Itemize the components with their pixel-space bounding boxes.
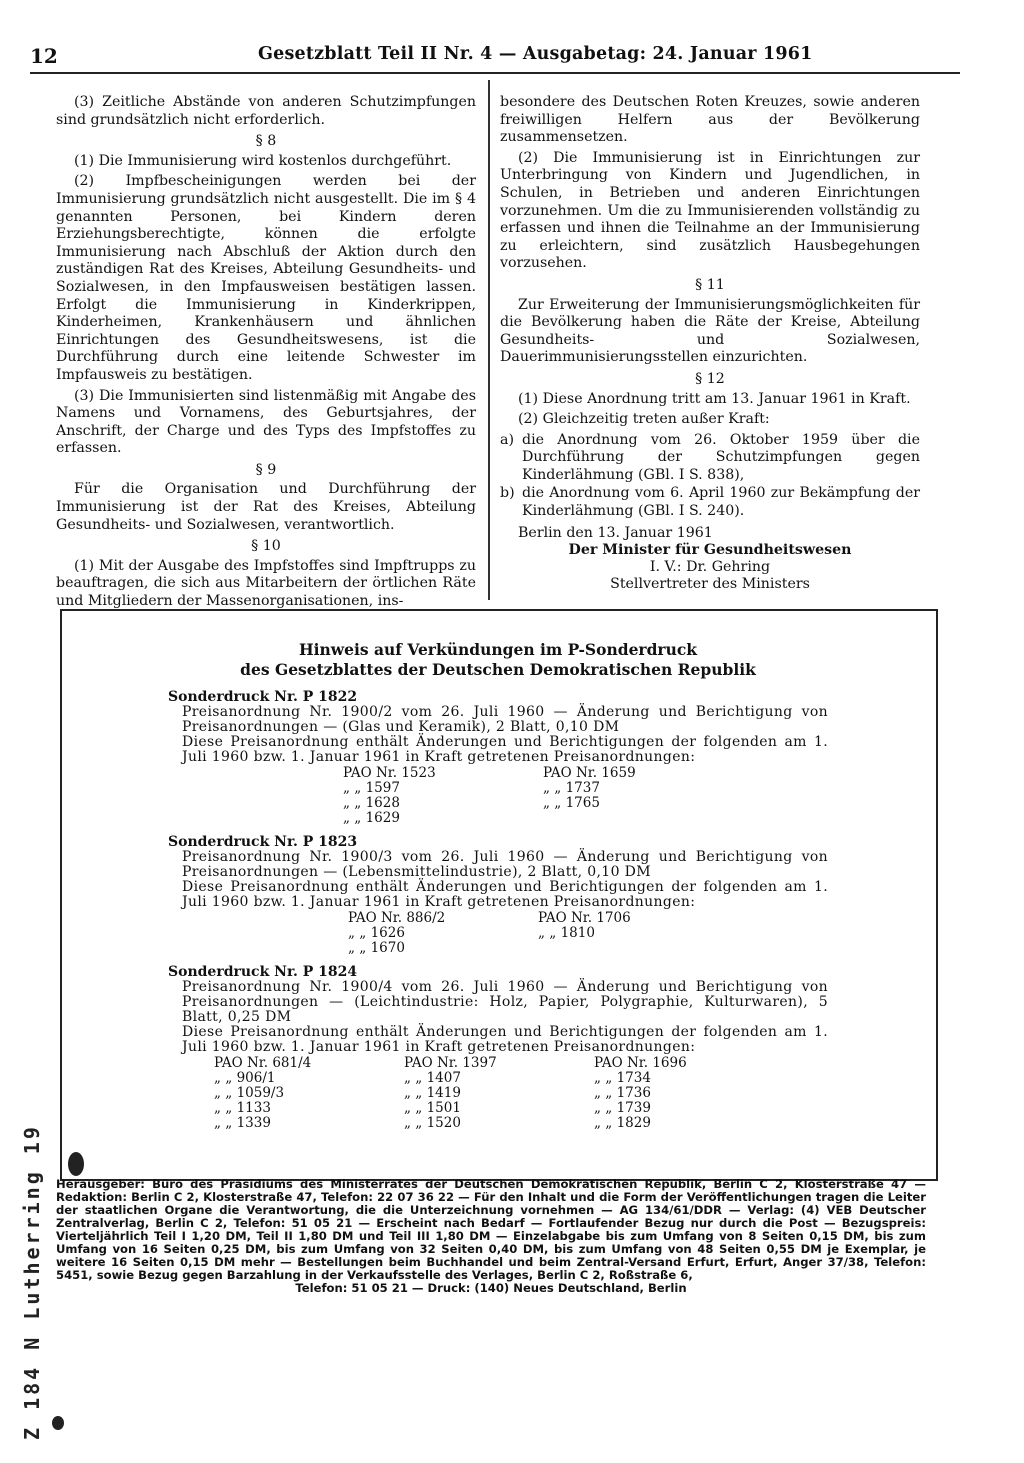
notice-title [168, 640, 828, 680]
header-rule [30, 72, 960, 74]
paragraph: Zur Erweiterung der Immunisierungsmöglichkeiten für die Bevölkerung haben die Räte der Kreise, Abteilung Gesundheits- und Sozialwesen, Dauerimmunisierungsstellen einzurichten. [500, 296, 920, 366]
entry-text: Preisanordnung Nr. 1900/4 vom 26. Juli 1960 — Änderung und Berichtigung von Preisanordnungen — (Leichtindustrie: Holz, Papier, Polygraphie, Kulturwaren), 5 Blatt, 0,25 DM [182, 979, 828, 1025]
deputy-signature: I. V.: Dr. Gehring [649, 558, 771, 575]
minister-title: Der Minister für Gesundheitswesen [568, 541, 852, 558]
pao-item: „ „ 1628 [343, 795, 400, 811]
pao-item: „ „ 1339 [214, 1115, 271, 1131]
pao-item: „ „ 1629 [343, 810, 400, 826]
pao-item: „ „ 1419 [404, 1085, 461, 1101]
entry-text: Diese Preisanordnung enthält Änderungen und Berichtigungen der folgenden am 1. Juli 1960 bzw. 1. Januar 1961 in Kraft getretenen Preisanordnungen: [182, 879, 828, 910]
deputy-title: Stellvertreter des Ministers [610, 575, 810, 592]
pao-item: PAO Nr. 1659 [543, 765, 636, 781]
paragraph: besondere des Deutschen Roten Kreuzes, sowie anderen freiwilligen Helfern aus der Bevölkerung zusammensetzen. [500, 94, 920, 146]
pao-item: „ „ 1597 [343, 780, 400, 796]
pao-item: „ „ 1407 [404, 1070, 461, 1086]
pao-list [168, 1056, 828, 1131]
paragraph: (3) Die Immunisierten sind listenmäßig mit Angabe des Namens und Vornamens, des Geburtsjahres, der Anschrift, der Charge und des Typs des Impfstoffes zu erfassen. [56, 387, 476, 457]
pao-item: „ „ 1736 [594, 1085, 651, 1101]
sonderdruck-entry [168, 965, 828, 1131]
list-text: die Anordnung vom 6. April 1960 zur Bekämpfung der Kinderlähmung (GBl. I S. 240). [522, 485, 920, 520]
entry-heading: Sonderdruck Nr. P 1822 [168, 689, 358, 705]
pao-item: „ „ 1501 [404, 1100, 461, 1116]
pao-item: „ „ 1670 [348, 940, 405, 956]
paragraph: (2) Gleichzeitig treten außer Kraft: [518, 411, 770, 428]
paragraph: (2) Die Immunisierung ist in Einrichtungen zur Unterbringung von Kindern und Jugendlichen, in Schulen, in Betrieben und anderen Einrichtungen vorzunehmen. Um die zu Immunisierenden vollständig zu erfassen und ihnen die Teilnahme an der Immunisierung zu erleichtern, sind zusätzlich Hausbegehungen vorzusehen. [500, 149, 920, 272]
imprint [56, 1178, 926, 1295]
pao-item: PAO Nr. 1397 [404, 1055, 497, 1071]
entry-heading: Sonderdruck Nr. P 1824 [168, 964, 358, 980]
list-item [500, 485, 920, 520]
pao-item: „ „ 1829 [594, 1115, 651, 1131]
running-title: Gesetzblatt Teil II Nr. 4 — Ausgabetag: 24. Januar 1961 [258, 44, 813, 64]
entry-text: Diese Preisanordnung enthält Änderungen und Berichtigungen der folgenden am 1. Juli 1960 bzw. 1. Januar 1961 in Kraft getretenen Preisanordnungen: [182, 734, 828, 765]
list-marker: b) [500, 485, 515, 502]
paragraph: (1) Diese Anordnung tritt am 13. Januar 1961 in Kraft. [518, 390, 911, 407]
place-date: Berlin den 13. Januar 1961 [518, 524, 713, 541]
entry-text: Preisanordnung Nr. 1900/3 vom 26. Juli 1960 — Änderung und Berichtigung von Preisanordnungen — (Lebensmittelindustrie), 2 Blatt, 0,10 DM [182, 849, 828, 880]
left-column [56, 94, 476, 614]
margin-stamp: Z 184 N Lutherring 19 [20, 1124, 44, 1440]
pao-item: PAO Nr. 886/2 [348, 910, 446, 926]
pao-item: „ „ 906/1 [214, 1070, 276, 1086]
pao-item: „ „ 1810 [538, 925, 595, 941]
signature-block [500, 525, 920, 593]
pao-item: PAO Nr. 681/4 [214, 1055, 312, 1071]
pao-item: „ „ 1133 [214, 1100, 271, 1116]
imprint-text: Herausgeber: Büro des Präsidiums des Ministerrates der Deutschen Demokratischen Republik, Berlin C 2, Klosterstraße 47 — Redaktion: Berlin C 2, Klosterstraße 47, Telefon: 22 07 36 22 — Für den Inhalt und die Form der Veröffentlichungen tragen die Leiter der staatlichen Organe die Verantwortung, die die Unterzeichnung vornehmen — AG 134/61/DDR — Verlag: (4) VEB Deutscher Zentralverlag, Berlin C 2, Telefon: 51 05 21 — Erscheint nach Bedarf — Fortlaufender Bezug nur durch die Post — Bezugspreis: Vierteljährlich Teil I 1,20 DM, Teil II 1,80 DM und Teil III 1,80 DM — Einzelabgabe bis zum Umfang von 8 Seiten 0,15 DM, bis zum Umfang von 16 Seiten 0,25 DM, bis zum Umfang von 32 Seiten 0,40 DM, bis zum Umfang von 48 Seiten 0,55 DM je Exemplar, je weitere 16 Seiten 0,15 DM mehr — Bestellungen beim Buchhandel und beim Zentral-Versand Erfurt, Erfurt, Anger 37/38, Telefon: 5451, sowie Bezug gegen Barzahlung in der Verkaufsstelle des Verlages, Berlin C 2, Roßstraße 6, [56, 1177, 926, 1282]
paragraph: Für die Organisation und Durchführung der Immunisierung ist der Rat des Kreises, Abteilung Gesundheits- und Sozialwesen, verantwortlich. [56, 481, 476, 533]
notice-content [168, 640, 828, 1140]
section-heading: § 12 [695, 370, 725, 387]
section-heading: § 8 [255, 133, 277, 150]
list-item [500, 432, 920, 485]
section-heading: § 10 [251, 538, 281, 555]
entry-heading: Sonderdruck Nr. P 1823 [168, 834, 358, 850]
pao-item: PAO Nr. 1706 [538, 910, 631, 926]
pao-item: „ „ 1737 [543, 780, 600, 796]
notice-title-line: Hinweis auf Verkündungen im P-Sonderdruck [298, 640, 698, 659]
repeal-list [500, 432, 920, 521]
column-divider [488, 80, 490, 600]
section-heading: § 11 [695, 276, 725, 293]
paragraph: (3) Zeitliche Abstände von anderen Schutzimpfungen sind grundsätzlich nicht erforderlich. [56, 94, 476, 128]
entry-text: Diese Preisanordnung enthält Änderungen und Berichtigungen der folgenden am 1. Juli 1960 bzw. 1. Januar 1961 in Kraft getretenen Preisanordnungen: [182, 1024, 828, 1055]
pao-item: „ „ 1520 [404, 1115, 461, 1131]
pao-item: „ „ 1734 [594, 1070, 651, 1086]
paragraph: (2) Impfbescheinigungen werden bei der Immunisierung grundsätzlich nicht ausgestellt. Die im § 4 genannten Personen, bei Kindern deren Erziehungsberechtigte, können die erfolgte Immunisierung nach Abschluß der Aktion durch den zuständigen Rat des Kreises, Abteilung Gesundheits- und Sozialwesen, in den Impfausweisen bestätigen lassen. Erfolgt die Immunisierung in Kinderkrippen, Kinderheimen, Krankenhäusern und ähnlichen Einrichtungen des Gesundheitswesens, ist die Durchführung durch eine leitende Schwester im Impfausweis zu bestätigen. [56, 173, 476, 383]
pao-item: PAO Nr. 1696 [594, 1055, 687, 1071]
imprint-text: Telefon: 51 05 21 — Druck: (140) Neues Deutschland, Berlin [295, 1281, 687, 1295]
paragraph: (1) Die Immunisierung wird kostenlos durchgeführt. [74, 152, 452, 169]
sonderdruck-entry [168, 690, 828, 826]
notice-title-line: des Gesetzblattes der Deutschen Demokratischen Republik [240, 660, 756, 679]
paragraph: (1) Mit der Ausgabe des Impfstoffes sind Impftrupps zu beauftragen, die sich aus Mitarbeitern der örtlichen Räte und Mitgliedern der Massenorganisationen, ins- [56, 557, 476, 610]
page-number: 12 [30, 44, 58, 68]
pao-item: PAO Nr. 1523 [343, 765, 436, 781]
pao-item: „ „ 1059/3 [214, 1085, 285, 1101]
list-marker: a) [500, 431, 514, 448]
list-text: die Anordnung vom 26. Oktober 1959 über die Durchführung der Schutzimpfungen gegen Kinderlähmung (GBl. I S. 838), [522, 431, 920, 483]
pao-list [168, 911, 828, 956]
pao-item: „ „ 1765 [543, 795, 600, 811]
pao-list [168, 766, 828, 826]
ink-mark [52, 1416, 64, 1430]
entry-text: Preisanordnung Nr. 1900/2 vom 26. Juli 1960 — Änderung und Berichtigung von Preisanordnungen — (Glas und Keramik), 2 Blatt, 0,10 DM [182, 704, 828, 735]
section-heading: § 9 [255, 461, 277, 478]
ink-mark [68, 1152, 84, 1176]
pao-item: „ „ 1626 [348, 925, 405, 941]
sonderdruck-entry [168, 835, 828, 956]
pao-item: „ „ 1739 [594, 1100, 651, 1116]
right-column [500, 94, 920, 593]
